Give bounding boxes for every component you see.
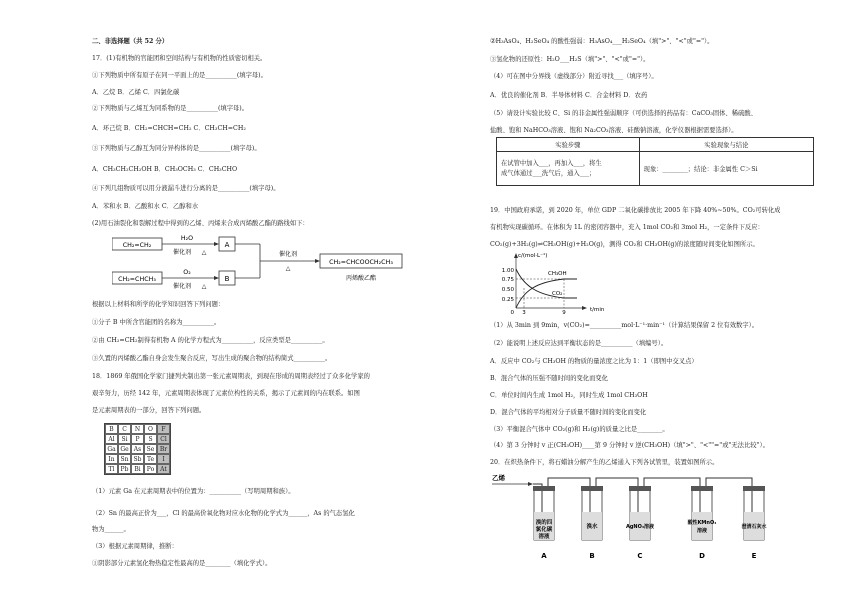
synthesis-route-diagram — [112, 232, 412, 294]
q19-line2: 有机物实现碳循环。在体积为 1L 的密闭容器中，充入 1mol CO₂和 3mol H₂，一定条件下反应： — [490, 224, 764, 231]
q17-q3: ③久置的丙烯酸乙酯自身会发生聚合反应，写出生成的聚合物的结构简式__________。 — [92, 355, 332, 362]
q19-line3: CO₂(g)+3H₂(g)⇌CH₃OH(g)+H₂O(g)，测得 CO₂和 CH₃OH(g)的浓度随时间变化如图所示。 — [490, 241, 759, 248]
table-cell-steps-line2: 成气体通过___洗气后，通入___； — [501, 169, 596, 177]
label-C: AgNO₃溶液 — [625, 524, 655, 530]
element-cell: Te — [144, 454, 157, 464]
graph-ytick-1: 1.00 — [501, 268, 514, 274]
q18-3c: ③氢化物的还原性：H₂O___H₂S（填">"、"<"或"="）。 — [490, 56, 650, 63]
element-cell: C — [118, 424, 131, 434]
q17-4-options: A．苯和水 B．乙酸和水 C．乙醇和水 — [92, 203, 199, 210]
element-cell: Po — [144, 464, 157, 474]
q17-1: ①下列物质中所有原子在同一平面上的是__________(填字母)。 — [92, 72, 267, 79]
svg-text:△: △ — [285, 265, 291, 272]
q20: 20．在炽热条件下，将石蜡油分解产生的乙烯通入下列各试管里，装置如图所示。 — [490, 459, 719, 466]
test-tube-B — [581, 486, 603, 540]
element-cell: Br — [157, 444, 170, 454]
graph-ytick-4: 0.25 — [501, 297, 514, 303]
q18-1: （1）元素 Ga 在元素周期表中的位置为：__________（写明周期和族）。 — [92, 488, 295, 495]
element-cell: In — [105, 454, 118, 464]
q19-b: （2）能说明上述反应达到平衡状态的是__________（填编号）。 — [490, 340, 668, 347]
flow-o2: O₂ — [183, 269, 191, 276]
letter-C: C — [637, 552, 643, 560]
q19-a: （1）从 3min 到 9min，v(CO₂)=__________mol·L⁻¹·min⁻¹（计算结果保留 2 位有效数字）。 — [490, 322, 759, 329]
test-tube-C — [629, 486, 651, 540]
svg-text:△: △ — [201, 283, 207, 290]
q17-q2: ②由 CH₂=CH₂制得有机物 A 的化学方程式为__________，反应类型是__________。 — [92, 337, 329, 344]
q18-intro2: 艰辛努力，历经 142 年，元素周期表体现了元素位构性的关系，揭示了元素间的内在联系。如图 — [92, 390, 360, 397]
q19-line1: 19．中国政府承诺，到 2020 年，单位 GDP 二氧化碳排放比 2005 年下降 40%~50%。CO₂可转化成 — [490, 207, 781, 214]
graph-co2-label: CO₂ — [552, 291, 563, 297]
label-A-line3: 溶液 — [538, 534, 550, 540]
table-cell-result: 现象：________；结论：非金属性 C＞Si — [639, 152, 813, 186]
element-cell: Sb — [131, 454, 144, 464]
flow-product-name: 丙烯酸乙酯 — [345, 275, 377, 282]
q18-4: （4）可在图中分界线（虚线部分）附近寻找___（填序号）。 — [490, 73, 658, 80]
element-cell: Se — [144, 444, 157, 454]
element-cell: At — [157, 464, 170, 474]
letter-E: E — [751, 552, 757, 560]
element-cell: O — [144, 424, 157, 434]
flow-A: A — [224, 241, 230, 249]
q19-b-A: A．反应中 CO₂与 CH₃OH 的物质的量浓度之比为 1：1（即图中交叉点） — [490, 358, 698, 365]
q18-4-options: A．优良的催化剂 B．半导体材料 C．合金材料 D．农药 — [490, 92, 648, 99]
element-cell: Pb — [118, 464, 131, 474]
table-cell-steps-line1: 在试管中加入___，再加入___，将生 — [501, 159, 602, 167]
letter-A: A — [541, 552, 547, 560]
element-cell: F — [157, 424, 170, 434]
q17-part2: (2)用石油裂化和裂解过程中得到的乙烯、丙烯来合成丙烯酸乙酯的路线如下： — [92, 220, 309, 227]
label-D-line1: 酸性KMnO₄ — [687, 520, 717, 526]
q18-3b: ②H₃AsO₄、H₂SeO₄ 的酸性强弱：H₃AsO₄___H₂SeO₄（填">"、"<"或"="）。 — [490, 38, 714, 45]
flow-B: B — [224, 275, 230, 283]
test-tube-E — [743, 486, 765, 540]
label-A-line2: 氯化碳 — [535, 527, 553, 533]
label-E: 澄清石灰水 — [741, 524, 767, 530]
element-cell: Al — [105, 434, 118, 444]
section-title: 二、非选择题（共 52 分） — [92, 38, 169, 45]
periodic-table-row — [105, 434, 170, 444]
graph-ch3oh-label: CH₃OH — [548, 271, 567, 277]
svg-text:△: △ — [201, 249, 207, 256]
apparatus-diagram — [490, 468, 820, 568]
periodic-table-row — [105, 454, 170, 464]
graph-xlabel: t/min — [590, 307, 605, 313]
q17-2-options: A．环己烷 B．CH₂=CHCH=CH₂ C．CH₃CH=CH₂ — [92, 125, 246, 132]
graph-xtick-0: 0 — [510, 310, 514, 315]
label-A-line1: 溴的四 — [535, 520, 553, 526]
table-header-steps: 实验步骤 — [497, 138, 640, 152]
periodic-table-row — [105, 444, 170, 454]
label-D-line2: 溶液 — [696, 528, 708, 534]
q18-5b: 盐酸、饱和 NaHCO₃溶液、饱和 Na₂CO₃溶液、硅酸钠溶液，化学仪器根据需要选择）。 — [490, 127, 738, 134]
q19-b-B: B．混合气体的压强不随时间的变化而变化 — [490, 375, 608, 382]
q17-title: 17．(1)有机物的官能团和空间结构与有机物的性质密切相关。 — [92, 55, 267, 62]
element-cell: B — [105, 424, 118, 434]
experiment-table — [496, 137, 814, 186]
q17-2: ②下列物质与乙烯互为同系物的是__________(填字母)。 — [92, 105, 249, 112]
flow-cat2: 催化剂 — [172, 283, 192, 290]
element-cell: I — [157, 454, 170, 464]
app-ethylene: 乙烯 — [492, 474, 505, 482]
element-cell: N — [131, 424, 144, 434]
graph-ylabel: c/(mol·L⁻¹) — [518, 253, 548, 259]
element-cell: S — [144, 434, 157, 444]
flow-ethylene: CH₂=CH₂ — [122, 242, 152, 249]
q19-b-C: C．单位时间内生成 1mol H₂，同时生成 1mol CH₃OH — [490, 392, 648, 399]
ch3oh-curve — [516, 279, 577, 308]
q19-c: （3）平衡混合气体中 CO₂(g)和 H₂(g)的质量之比是________。 — [490, 426, 669, 433]
concentration-graph — [492, 250, 642, 315]
q18-2: （2）Sn 的最高正价为___，Cl 的最高价氧化物对应水化物的化学式为______，As 的气态氢化 — [92, 510, 355, 517]
q18-intro3: 是元素周期表的一部分，回答下列问题。 — [92, 407, 206, 414]
flow-product: CH₂=CHCOOCH₂CH₃ — [329, 259, 393, 266]
q17-3-options: A．CH₃CH₂CH₂OH B．CH₃OCH₃ C．CH₃CHO — [92, 166, 238, 173]
element-cell: Si — [118, 434, 131, 444]
periodic-table-fragment — [104, 423, 171, 475]
q18-intro1: 18．1869 年俄国化学家门捷列夫制出第一张元素周期表，到现在形成的周期表经过了众多化学家的 — [92, 373, 370, 380]
letter-D: D — [699, 552, 705, 560]
element-cell: P — [131, 434, 144, 444]
element-cell: Ge — [118, 444, 131, 454]
periodic-table-row — [105, 424, 170, 434]
q17-q1: ①分子 B 中所含官能团的名称为__________。 — [92, 319, 221, 326]
q17-3: ③下列物质与乙醇互为同分异构体的是__________(填字母)。 — [92, 145, 261, 152]
graph-xtick-9: 9 — [562, 310, 566, 315]
periodic-table-row — [105, 464, 170, 474]
letter-B: B — [589, 552, 595, 560]
flow-propylene: CH₂=CHCH₃ — [118, 276, 156, 283]
label-B: 溴水 — [586, 524, 598, 530]
q19-b-D: D．混合气体的平均相对分子质量不随时间的变化而变化 — [490, 409, 647, 416]
element-cell: Tl — [105, 464, 118, 474]
q18-3a: ①阴影部分元素氢化物热稳定性最高的是________（填化学式）。 — [92, 560, 272, 567]
graph-ytick-3: 0.50 — [501, 287, 514, 293]
element-cell: Sn — [118, 454, 131, 464]
flow-cat1: 催化剂 — [172, 249, 192, 256]
element-cell: As — [131, 444, 144, 454]
q18-5: （5）请设计实验比较 C、Si 的非金属性强弱顺序（可供选择的药品有：CaCO₃固体、稀硫酸、 — [490, 110, 757, 117]
element-cell: Cl — [157, 434, 170, 444]
q17-1-options: A．乙烷 B．乙烯 C．四氯化碳 — [92, 89, 180, 96]
q19-d: （4）第 3 分钟时 v 正(CH₃OH)____第 9 分钟时 v 逆(CH₃OH)（填">"、"<""="或"无法比较"）。 — [490, 442, 769, 449]
element-cell: Bi — [131, 464, 144, 474]
table-header-result: 实验现象与结论 — [639, 138, 813, 152]
element-cell: Ga — [105, 444, 118, 454]
q17-4: ④下列几组物质可以用分液漏斗进行分离的是__________(填字母)。 — [92, 185, 280, 192]
flow-cat3: 催化剂 — [278, 251, 298, 258]
graph-ytick-2: 0.75 — [501, 277, 514, 283]
q18-2b: 物为______。 — [92, 526, 130, 533]
table-cell-steps — [497, 152, 640, 186]
flow-water: H₂O — [180, 235, 194, 242]
q17-prompt: 根据以上材料和所学的化学知识回答下列问题： — [92, 301, 225, 308]
q18-3: （3）根据元素周期律，推断： — [92, 543, 178, 550]
graph-xtick-3: 3 — [522, 310, 526, 315]
